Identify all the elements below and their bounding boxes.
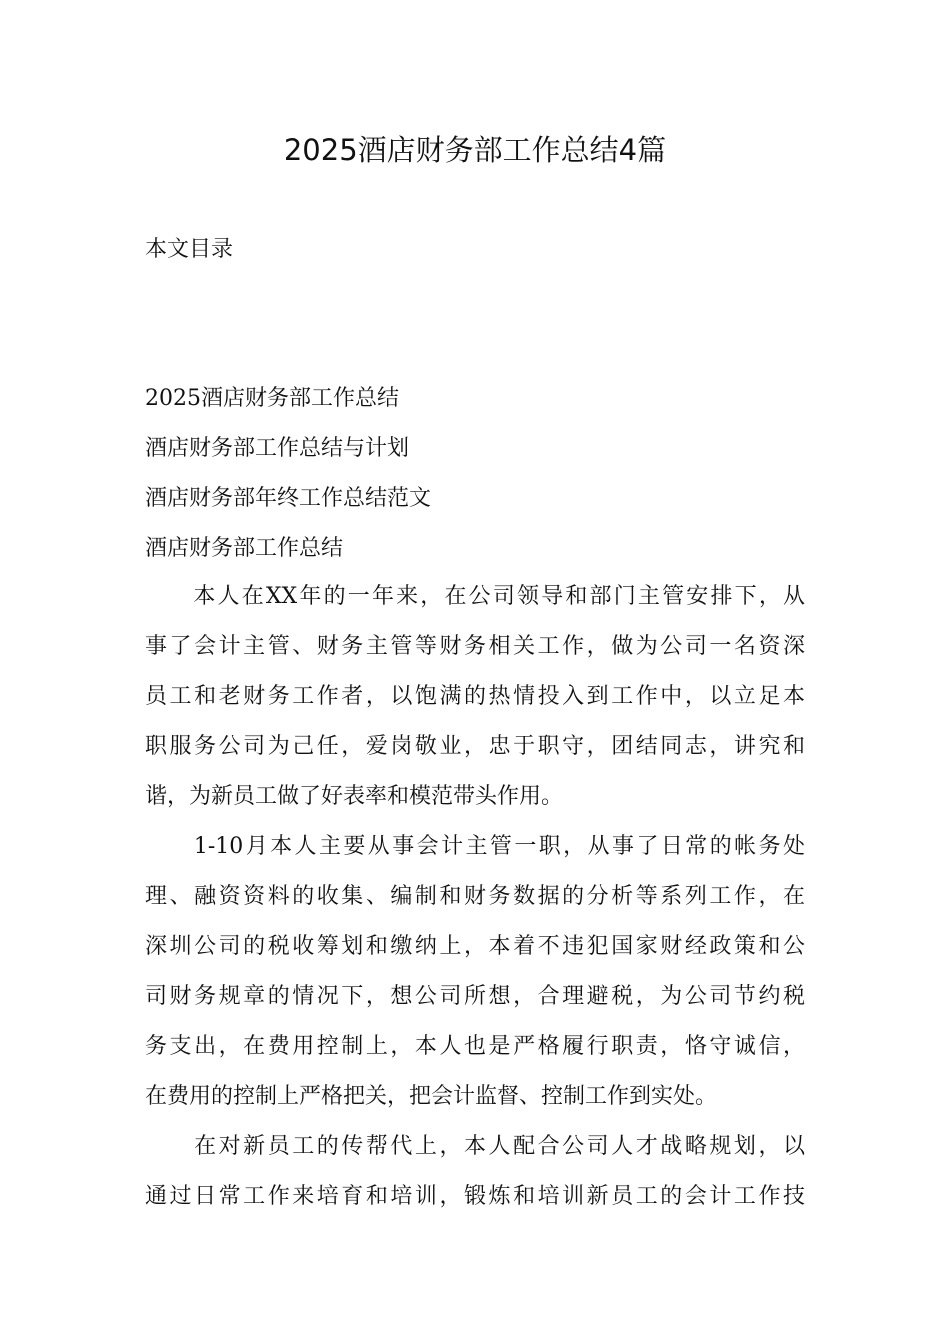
document-title: 2025酒店财务部工作总结4篇 — [283, 133, 667, 167]
text-line: 事了会计主管、财务主管等财务相关工作，做为公司一名资深 — [145, 634, 805, 659]
text-line: 在费用的控制上严格把关，把会计监督、控制工作到实处。 — [145, 1084, 718, 1109]
text-line: 深圳公司的税收筹划和缴纳上，本着不违犯国家财经政策和公 — [145, 934, 805, 959]
text-line: 谐，为新员工做了好表率和模范带头作用。 — [145, 784, 564, 809]
text-line: 在对新员工的传帮代上，本人配合公司人才战略规划，以 — [145, 1134, 805, 1159]
toc-heading: 本文目录 — [145, 237, 234, 262]
toc-item[interactable]: 酒店财务部工作总结 — [145, 536, 344, 561]
toc-item[interactable]: 酒店财务部年终工作总结范文 — [145, 486, 432, 511]
text-line: 员工和老财务工作者，以饱满的热情投入到工作中，以立足本 — [145, 684, 805, 709]
toc-item[interactable]: 酒店财务部工作总结与计划 — [145, 436, 410, 461]
text-line: 司财务规章的情况下，想公司所想，合理避税，为公司节约税 — [145, 984, 805, 1009]
text-line: 理、融资资料的收集、编制和财务数据的分析等系列工作，在 — [145, 884, 805, 909]
text-line: 职服务公司为己任，爱岗敬业，忠于职守，团结同志，讲究和 — [145, 734, 805, 759]
paragraph — [145, 831, 805, 1131]
text-line: 务支出，在费用控制上，本人也是严格履行职责，恪守诚信， — [145, 1034, 805, 1059]
text-line: 本人在XX年的一年来，在公司领导和部门主管安排下，从 — [145, 584, 805, 609]
body-text — [145, 581, 805, 1231]
text-line: 通过日常工作来培育和培训，锻炼和培训新员工的会计工作技 — [145, 1184, 805, 1209]
toc-item[interactable]: 2025酒店财务部工作总结 — [145, 386, 399, 411]
paragraph — [145, 581, 805, 831]
text-line: 1-10月本人主要从事会计主管一职，从事了日常的帐务处 — [145, 834, 805, 859]
paragraph — [145, 1131, 805, 1231]
table-of-contents — [145, 383, 431, 583]
